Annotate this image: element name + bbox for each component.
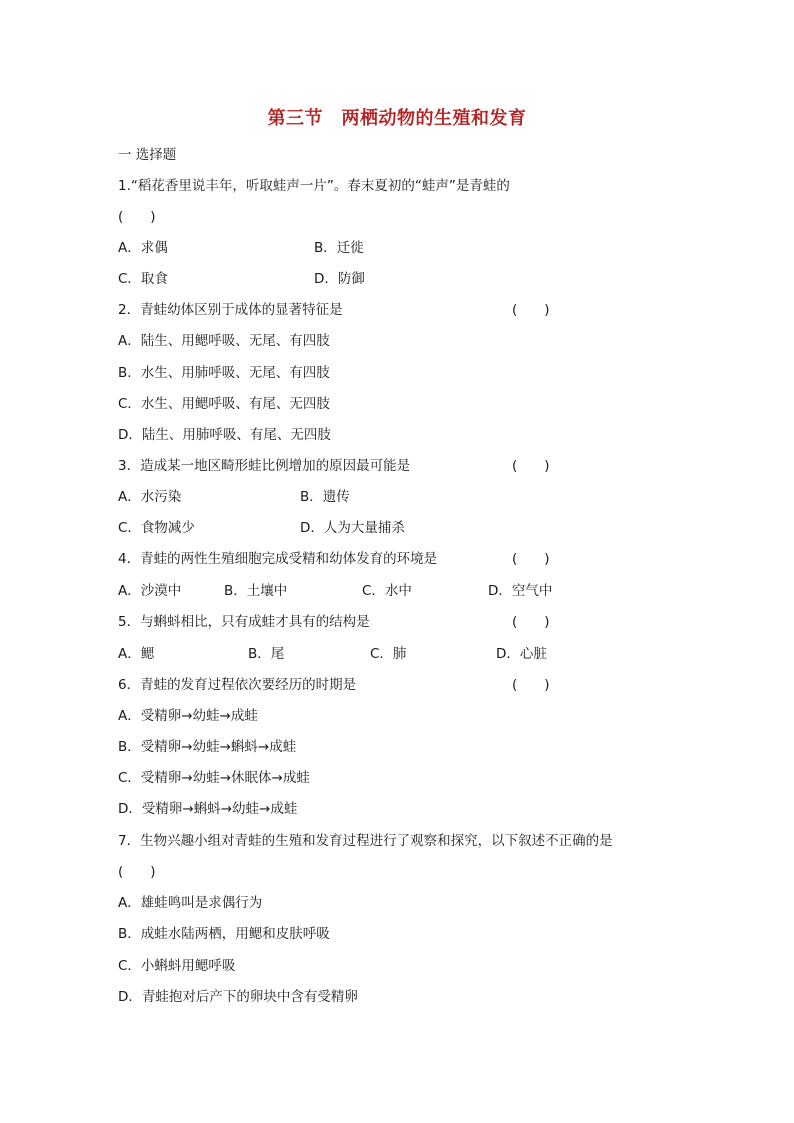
question-5-stem: 5．与蝌蚪相比，只有成蛙才具有的结构是 [118, 614, 370, 630]
question-1-option-d: D．防御 [314, 271, 365, 287]
question-3-answer-bracket: ( ) [512, 458, 550, 474]
question-2-option-a: A．陆生、用鳃呼吸、无尾、有四肢 [118, 333, 330, 349]
question-7-option-a: A．雄蛙鸣叫是求偶行为 [118, 895, 263, 911]
question-6-option-c: C．受精卵→幼蛙→休眠体→成蛙 [118, 770, 310, 786]
question-6-option-b: B．受精卵→幼蛙→蝌蚪→成蛙 [118, 739, 297, 755]
question-5-option-d: D．心脏 [496, 646, 547, 662]
question-5-option-c: C．肺 [370, 646, 407, 662]
question-4-option-c: C．水中 [362, 583, 412, 599]
question-2-option-d: D．陆生、用肺呼吸、有尾、无四肢 [118, 427, 331, 443]
question-6-answer-bracket: ( ) [512, 677, 550, 693]
question-4-option-b: B．土壤中 [224, 583, 288, 599]
question-5-option-a: A．鳃 [118, 646, 155, 662]
question-1-option-c: C．取食 [118, 271, 168, 287]
question-4-option-d: D．空气中 [488, 583, 553, 599]
question-3-option-d: D．人为大量捕杀 [300, 520, 405, 536]
question-3-option-b: B．遗传 [300, 489, 350, 505]
question-3-option-a: A．水污染 [118, 489, 182, 505]
question-3-stem: 3．造成某一地区畸形蛙比例增加的原因最可能是 [118, 458, 411, 474]
question-7-option-d: D．青蛙抱对后产下的卵块中含有受精卵 [118, 989, 358, 1005]
question-2-answer-bracket: ( ) [512, 302, 550, 318]
question-7-answer-bracket: ( ) [118, 864, 156, 880]
question-4-option-a: A．沙漠中 [118, 583, 182, 599]
page-title: 第三节 两栖动物的生殖和发育 [267, 108, 527, 129]
section-heading: 一 选择题 [118, 147, 177, 163]
question-6-stem: 6．青蛙的发育过程依次要经历的时期是 [118, 677, 357, 693]
question-3-option-c: C．食物减少 [118, 520, 195, 536]
question-5-option-b: B．尾 [248, 646, 285, 662]
question-1-option-a: A．求偶 [118, 240, 168, 256]
question-4-stem: 4．青蛙的两性生殖细胞完成受精和幼体发育的环境是 [118, 551, 438, 567]
question-2-option-b: B．水生、用肺呼吸、无尾、有四肢 [118, 365, 330, 381]
question-1-option-b: B．迁徙 [314, 240, 364, 256]
question-7-stem: 7．生物兴趣小组对青蛙的生殖和发育过程进行了观察和探究，以下叙述不正确的是 [118, 833, 613, 849]
question-1-stem: 1.“稻花香里说丰年，听取蛙声一片”。春末夏初的“蛙声”是青蛙的 [118, 178, 510, 194]
question-1-answer-bracket: ( ) [118, 209, 156, 225]
question-4-answer-bracket: ( ) [512, 551, 550, 567]
question-2-stem: 2．青蛙幼体区别于成体的显著特征是 [118, 302, 343, 318]
question-6-option-d: D．受精卵→蝌蚪→幼蛙→成蛙 [118, 801, 298, 817]
question-2-option-c: C．水生、用鳃呼吸、有尾、无四肢 [118, 396, 330, 412]
question-7-option-c: C．小蝌蚪用鳃呼吸 [118, 958, 236, 974]
question-5-answer-bracket: ( ) [512, 614, 550, 630]
question-7-option-b: B．成蛙水陆两栖，用鳃和皮肤呼吸 [118, 926, 330, 942]
question-6-option-a: A．受精卵→幼蛙→成蛙 [118, 708, 258, 724]
